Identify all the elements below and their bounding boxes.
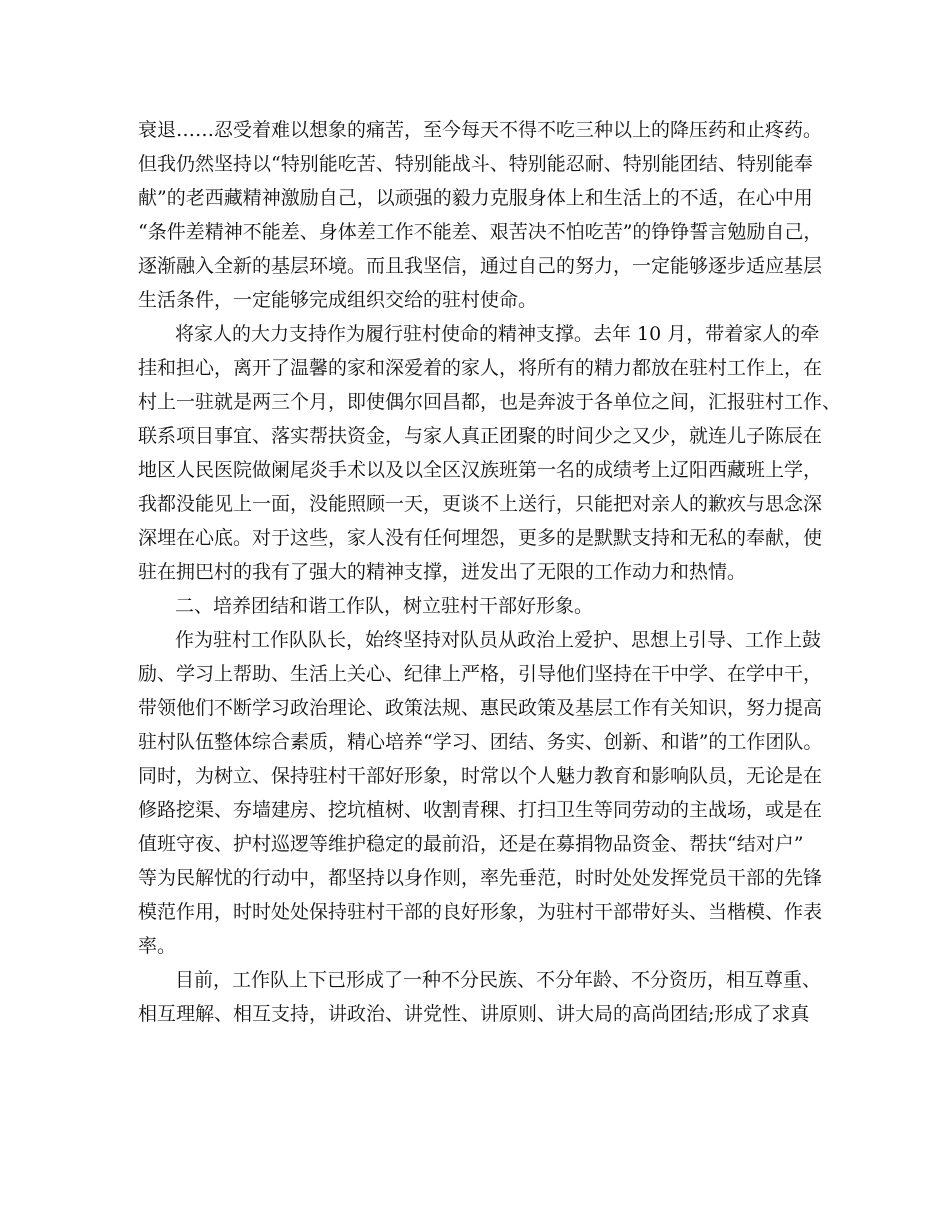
text-line: 生活条件，一定能够完成组织交给的驻村使命。 (138, 289, 538, 311)
text-line: 率。 (138, 935, 177, 957)
text-line: 村上一驻就是两三个月，即使偶尔回昌都，也是奔波于各单位之间，汇报驻村工作、 (138, 391, 842, 413)
text-line: 献”的老西藏精神激励自己，以顽强的毅力克服身体上和生活上的不适，在心中用 (138, 187, 813, 209)
text-line: 励、学习上帮助、生活上关心、纪律上严格，引导他们坚持在干中学、在学中干， (138, 663, 823, 685)
paragraph-start-line: 目前，工作队上下已形成了一种不分民族、不分年龄、不分资历，相互尊重、 (175, 969, 822, 991)
text-line: 但我仍然坚持以“特别能吃苦、特别能战斗、特别能忍耐、特别能团结、特别能奉 (138, 153, 813, 175)
paragraph-start-line: 作为驻村工作队队长，始终坚持对队员从政治上爱护、思想上引导、工作上鼓 (175, 629, 822, 651)
text-line: 值班守夜、护村巡逻等维护稳定的最前沿，还是在募捐物品资金、帮扶“结对户” (138, 833, 804, 855)
text-line: 我都没能见上一面，没能照顾一天，更谈不上送行，只能把对亲人的歉疚与思念深 (138, 493, 823, 515)
text-line: 修路挖渠、夯墙建房、挖坑植树、收割青稞、打扫卫生等同劳动的主战场，或是在 (138, 799, 823, 821)
text-line: 逐渐融入全新的基层环境。而且我坚信，通过自己的努力，一定能够逐步适应基层 (138, 255, 823, 277)
text-line: 模范作用，时时处处保持驻村干部的良好形象，为驻村干部带好头、当楷模、作表 (138, 901, 823, 923)
text-line: “条件差精神不能差、身体差工作不能差、艰苦决不怕吃苦”的铮铮誓言勉励自己， (138, 221, 823, 243)
section-heading: 二、培养团结和谐工作队，树立驻村干部好形象。 (175, 595, 594, 617)
text-line: 衰退……忍受着难以想象的痛苦，至今每天不得不吃三种以上的降压药和止疼药。 (138, 119, 823, 141)
text-line: 带领他们不断学习政治理论、政策法规、惠民政策及基层工作有关知识，努力提高 (138, 697, 823, 719)
paragraph-start-line: 将家人的大力支持作为履行驻村使命的精神支撑。去年 10 月，带着家人的牵 (175, 323, 820, 345)
text-line: 联系项目事宜、落实帮扶资金，与家人真正团聚的时间少之又少，就连儿子陈辰在 (138, 425, 823, 447)
text-line: 驻村队伍整体综合素质，精心培养“学习、团结、务实、创新、和谐”的工作团队。 (138, 731, 823, 753)
text-line: 深埋在心底。对于这些，家人没有任何埋怨，更多的是默默支持和无私的奉献，使 (138, 527, 823, 549)
text-line: 驻在拥巴村的我有了强大的精神支撑，迸发出了无限的工作动力和热情。 (138, 561, 747, 583)
text-line: 同时，为树立、保持驻村干部好形象，时常以个人魅力教育和影响队员，无论是在 (138, 765, 823, 787)
text-line: 相互理解、相互支持，讲政治、讲党性、讲原则、讲大局的高尚团结;形成了求真 (138, 1003, 810, 1025)
text-line: 地区人民医院做阑尾炎手术以及以全区汉族班第一名的成绩考上辽阳西藏班上学， (138, 459, 823, 481)
text-line: 挂和担心，离开了温馨的家和深爱着的家人，将所有的精力都放在驻村工作上，在 (138, 357, 823, 379)
text-line: 等为民解忧的行动中，都坚持以身作则，率先垂范，时时处处发挥党员干部的先锋 (138, 867, 823, 889)
